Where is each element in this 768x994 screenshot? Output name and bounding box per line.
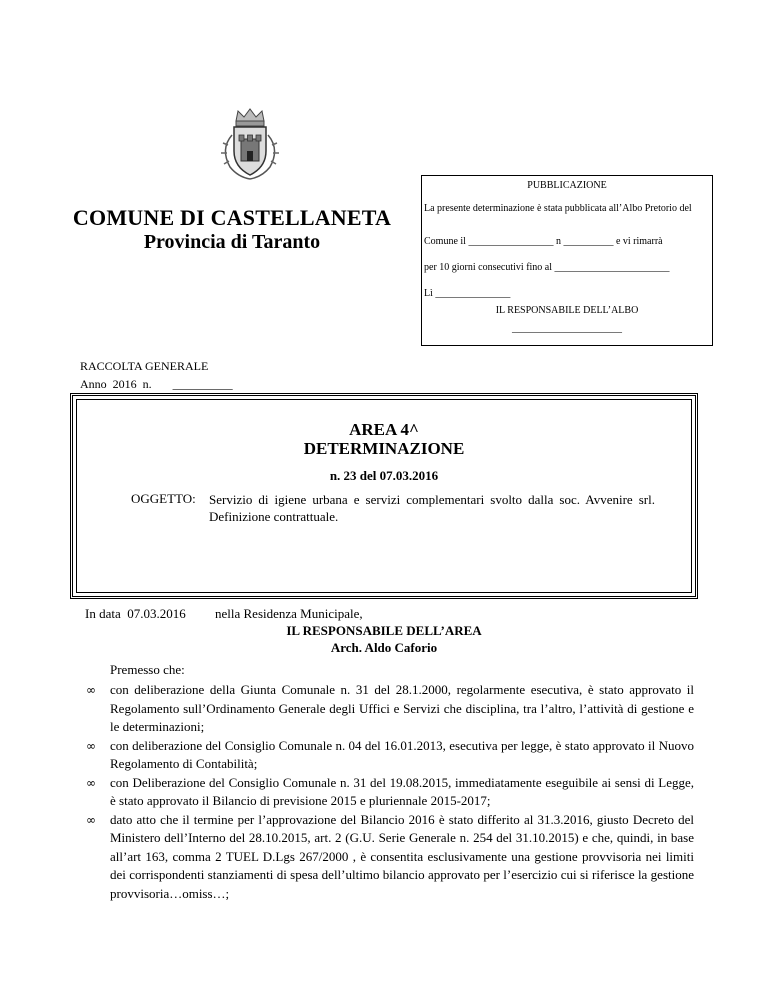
provincia-subtitle: Provincia di Taranto xyxy=(143,231,321,253)
pubblicazione-title: PUBBLICAZIONE xyxy=(527,180,607,191)
determinazione-title: DETERMINAZIONE xyxy=(303,439,465,458)
list-item xyxy=(86,681,694,737)
bullet-icon: ∞ xyxy=(86,738,96,753)
determinazione-number: n. 23 del 07.03.2016 xyxy=(329,468,439,483)
area-title: AREA 4^ xyxy=(349,420,419,439)
premesso-label: Premesso che: xyxy=(110,662,185,677)
premesso-list xyxy=(86,681,694,903)
list-item xyxy=(86,737,694,774)
pubblicazione-responsabile: IL RESPONSABILE DELL’ALBO xyxy=(495,305,639,316)
pubblicazione-signature-line: ______________________ xyxy=(512,323,622,334)
oggetto-text: Servizio di igiene urbana e servizi complementari svolto dalla soc. Avvenire srl. Definizione contrattuale. xyxy=(209,492,655,524)
bullet-icon: ∞ xyxy=(86,775,96,790)
pubblicazione-text: La presente determinazione è stata pubblicata all’Albo Pretorio del xyxy=(424,203,692,214)
municipal-crest-icon xyxy=(210,105,290,185)
responsabile-heading: IL RESPONSABILE DELL’AREA xyxy=(286,623,482,638)
bullet-icon: ∞ xyxy=(86,812,96,827)
raccolta-generale-label: RACCOLTA GENERALE xyxy=(80,359,209,373)
pubblicazione-li-line: Lì _______________ xyxy=(424,288,511,299)
pubblicazione-days-line: per 10 giorni consecutivi fino al _______________________ xyxy=(424,262,670,273)
comune-title: COMUNE DI CASTELLANETA xyxy=(72,205,392,230)
list-item-text: dato atto che il termine per l’approvazione del Bilancio 2016 è stato differito al 31.3.2016, giusto Decreto del Ministero dell’Interno del 28.10.2015, art. 2 (G.U. Serie Generale n. 254 del 31.10.2015) e che, quindi, in base all’art 163, comma 2 TUEL D.Lgs 267/2000 , è consentita esclusivamente una gestione provvisoria nei limiti dei corrispondenti stanziamenti di spesa dell’ultimo bilancio approvato per l’esercizio cui si riferisce la gestione provvisoria…omiss…; xyxy=(110,811,694,901)
responsabile-name: Arch. Aldo Caforio xyxy=(330,640,438,655)
list-item-text: con deliberazione della Giunta Comunale n. 31 del 28.1.2000, regolarmente esecutiva, è stato approvato il Regolamento sull’Ordinamento Generale degli Uffici e Servizi che disciplina, tra l’altro, l’attività di gestione e le determinazioni; xyxy=(110,682,694,734)
determinazione-box xyxy=(70,393,698,599)
pubblicazione-date-line: Comune il _________________ n __________ e vi rimarrà xyxy=(424,236,663,247)
list-item-text: con deliberazione del Consiglio Comunale n. 04 del 16.01.2013, esecutiva per legge, è stato approvato il Nuovo Regolamento di Contabilità; xyxy=(110,737,694,771)
list-item xyxy=(86,811,694,904)
pubblicazione-box xyxy=(421,175,713,346)
list-item-text: con Deliberazione del Consiglio Comunale n. 31 del 19.08.2015, immediatamente eseguibile ai sensi di Legge, è stato approvato il Bilancio di previsione 2015 e pluriennale 2015-2017; xyxy=(110,774,694,808)
list-item xyxy=(86,774,694,811)
oggetto-label: OGGETTO: xyxy=(131,491,196,506)
bullet-icon: ∞ xyxy=(86,683,96,697)
residenza-text: nella Residenza Municipale, xyxy=(215,606,363,621)
anno-numero-line: Anno 2016 n. __________ xyxy=(80,377,233,391)
in-data-line: In data 07.03.2016 xyxy=(85,606,186,621)
